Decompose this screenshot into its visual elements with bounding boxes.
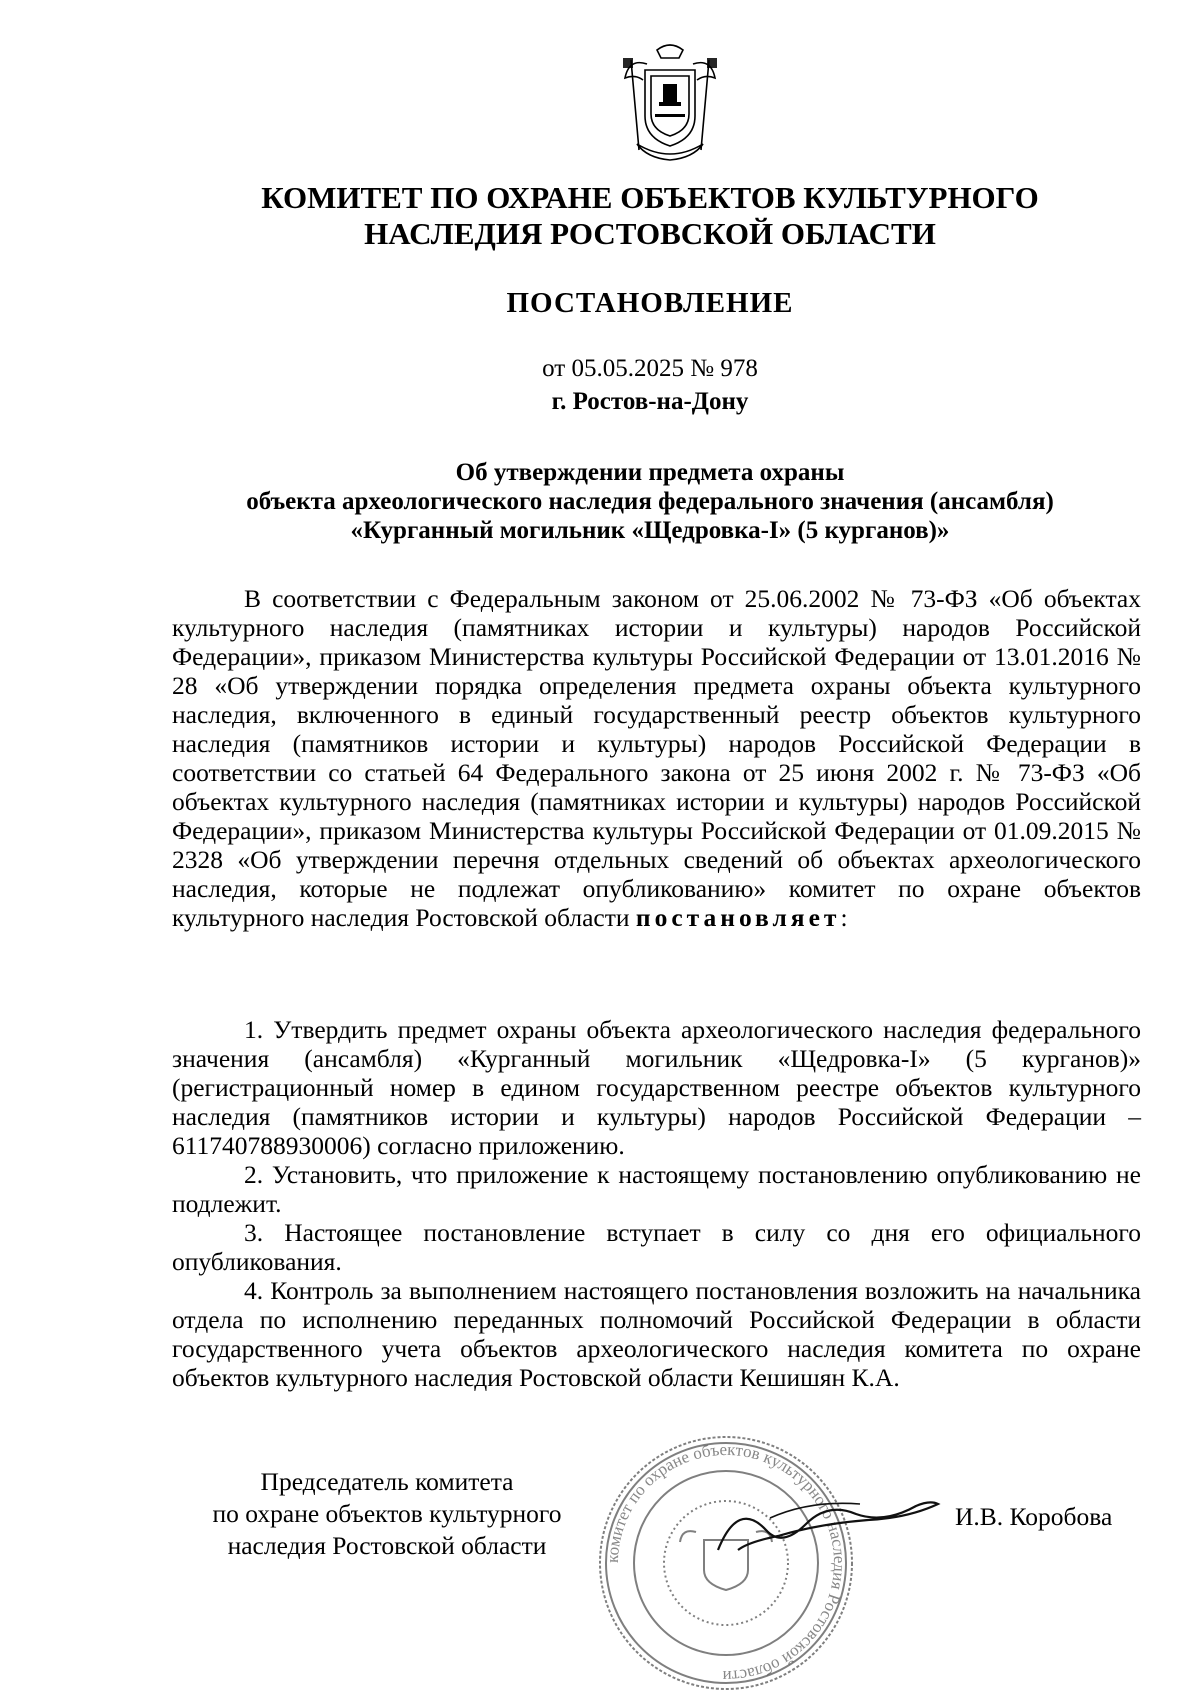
resolution-item-4: 4. Контроль за выполнением настоящего постановления возложить на начальника отдела по исполнению переданных полномочий Российской Федерации в области государственного учета объектов археологического наследия комитета по охране объектов культурного наследия Ростовской области Кешишян К.А. <box>172 1276 1141 1392</box>
subject-line3: «Курганный могильник «Щедровка-I» (5 курганов)» <box>350 517 950 544</box>
resolution-item-1: 1. Утвердить предмет охраны объекта археологического наследия федерального значения (ансамбля) «Курганный могильник «Щедровка-I» (5 курганов)» (регистрационный номер в едином государственном реестре объектов культурного наследия (памятников истории и культуры) народов Российской Федерации – 611740788930006) согласно приложению. <box>172 1015 1141 1160</box>
organization-title <box>150 180 1150 252</box>
subject-line2: объекта археологического наследия федерального значения (ансамбля) <box>246 488 1054 515</box>
signatory-position-line2: по охране объектов культурного <box>212 1499 562 1528</box>
seal-text: комитет по охране объектов культурного наследия Ростовской области <box>602 1439 850 1687</box>
handwritten-signature-icon <box>710 1488 950 1568</box>
signatory-position-line1: Председатель комитета <box>260 1467 514 1496</box>
organization-title-line2: НАСЛЕДИЯ РОСТОВСКОЙ ОБЛАСТИ <box>364 216 936 251</box>
signatory-position-line3: наследия Ростовской области <box>227 1531 547 1560</box>
document-city: г. Ростов-на-Дону <box>551 388 749 415</box>
decree-word: постановляет <box>635 903 841 932</box>
preamble-paragraph <box>172 584 1141 932</box>
decree-colon: : <box>840 903 848 932</box>
resolution-item-3: 3. Настоящее постановление вступает в силу со дня его официального опубликования. <box>172 1218 1141 1276</box>
subject-line1: Об утверждении предмета охраны <box>455 459 845 486</box>
resolution-item-2: 2. Установить, что приложение к настоящему постановлению опубликованию не подлежит. <box>172 1160 1141 1218</box>
organization-title-line1: КОМИТЕТ ПО ОХРАНЕ ОБЪЕКТОВ КУЛЬТУРНОГО <box>261 180 1039 215</box>
signatory-name: И.В. Коробова <box>955 1502 1113 1531</box>
document-subject <box>150 458 1150 545</box>
coat-of-arms-icon <box>617 40 723 166</box>
preamble <box>172 584 1141 932</box>
document-type: ПОСТАНОВЛЕНИЕ <box>506 287 794 319</box>
preamble-text: В соответствии с Федеральным законом от 25.06.2002 № 73-ФЗ «Об объектах культурного наследия (памятниках истории и культуры) народов Российской Федерации», приказом Министерства культуры Российской Федерации от 13.01.2016 № 28 «Об утверждении порядка определения предмета охраны объекта культурного наследия, включенного в единый государственный реестр объектов культурного наследия (памятников истории и культуры) народов Российской Федерации в соответствии со статьей 64 Федерального закона от 25 июня 2002 г. № 73-ФЗ «Об объектах культурного наследия (памятниках истории и культуры) народов Российской Федерации», приказом Министерства культуры Российской Федерации от 01.09.2015 № 2328 «Об утверждении перечня отдельных сведений об объектах археологического наследия, которые не подлежат опубликованию» комитет по охране объектов культурного наследия Ростовской области <box>172 584 1141 932</box>
signatory-position <box>192 1466 582 1562</box>
resolution-items <box>172 1015 1141 1392</box>
document-date-number: от 05.05.2025 № 978 <box>542 355 758 382</box>
